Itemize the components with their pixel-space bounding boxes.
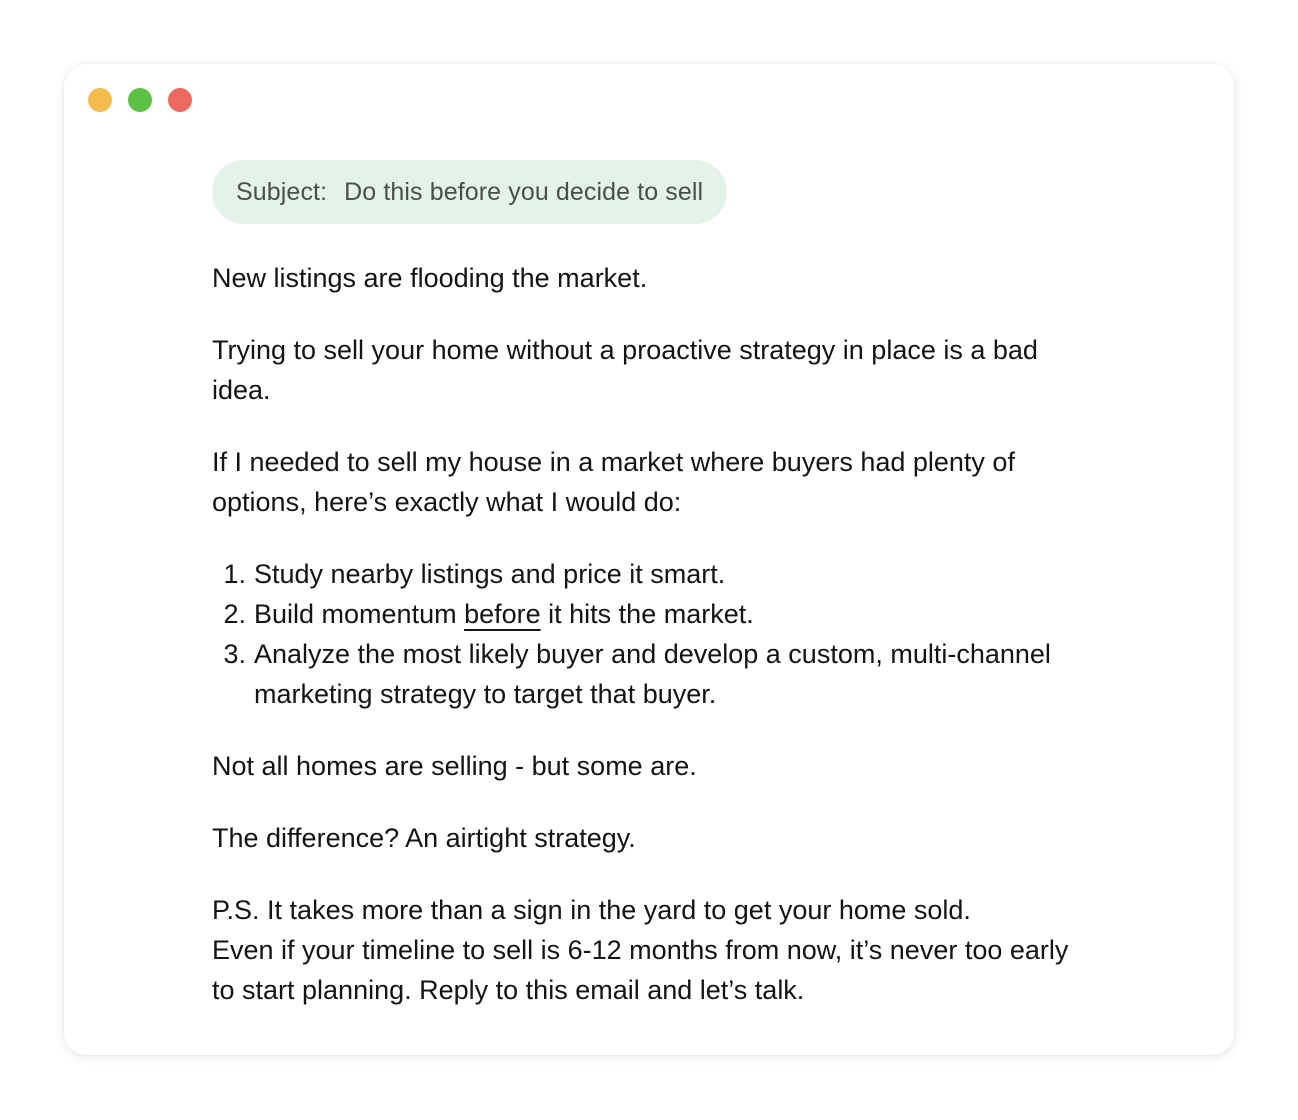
list-number: 1.	[223, 559, 246, 589]
window-controls	[88, 88, 192, 112]
list-number: 3.	[223, 639, 246, 669]
list-item-text-start: Build momentum	[254, 599, 465, 629]
subject-text: Do this before you decide to sell	[344, 177, 704, 206]
zoom-button[interactable]	[128, 88, 152, 112]
body-paragraph-5: The difference? An airtight strategy.	[212, 823, 636, 853]
body-paragraph-3: If I needed to sell my house in a market where buyers had plenty of options, here’s exactly what I would do:	[212, 447, 1015, 517]
email-window	[64, 64, 1234, 1055]
body-paragraph-2: Trying to sell your home without a proactive strategy in place is a bad idea.	[212, 335, 1038, 405]
ps-paragraph	[212, 890, 1092, 1010]
subject-pill	[212, 160, 727, 224]
list-item-text: Study nearby listings and price it smart.	[254, 559, 726, 589]
list-item	[212, 554, 1092, 594]
ps-line-1: P.S. It takes more than a sign in the yard to get your home sold.	[212, 895, 971, 925]
body-paragraph-4: Not all homes are selling - but some are.	[212, 751, 697, 781]
email-content	[212, 160, 1092, 1042]
list-item-text	[254, 594, 1092, 634]
list-item	[212, 594, 1092, 634]
list-item-text-end: it hits the market.	[540, 599, 754, 629]
list-item	[212, 634, 1092, 714]
ps-line-2: Even if your timeline to sell is 6-12 months from now, it’s never too early to start planning. Reply to this email and let’s talk.	[212, 935, 1069, 1005]
subject-label: Subject:	[236, 177, 328, 206]
list-number: 2.	[223, 599, 246, 629]
email-body	[212, 258, 1092, 1010]
body-paragraph-1: New listings are flooding the market.	[212, 263, 648, 293]
minimize-button[interactable]	[88, 88, 112, 112]
action-list	[212, 554, 1092, 714]
list-item-text: Analyze the most likely buyer and develop a custom, multi-channel marketing strategy to target that buyer.	[254, 639, 1051, 709]
emphasis-before: before	[464, 599, 541, 629]
close-button[interactable]	[168, 88, 192, 112]
